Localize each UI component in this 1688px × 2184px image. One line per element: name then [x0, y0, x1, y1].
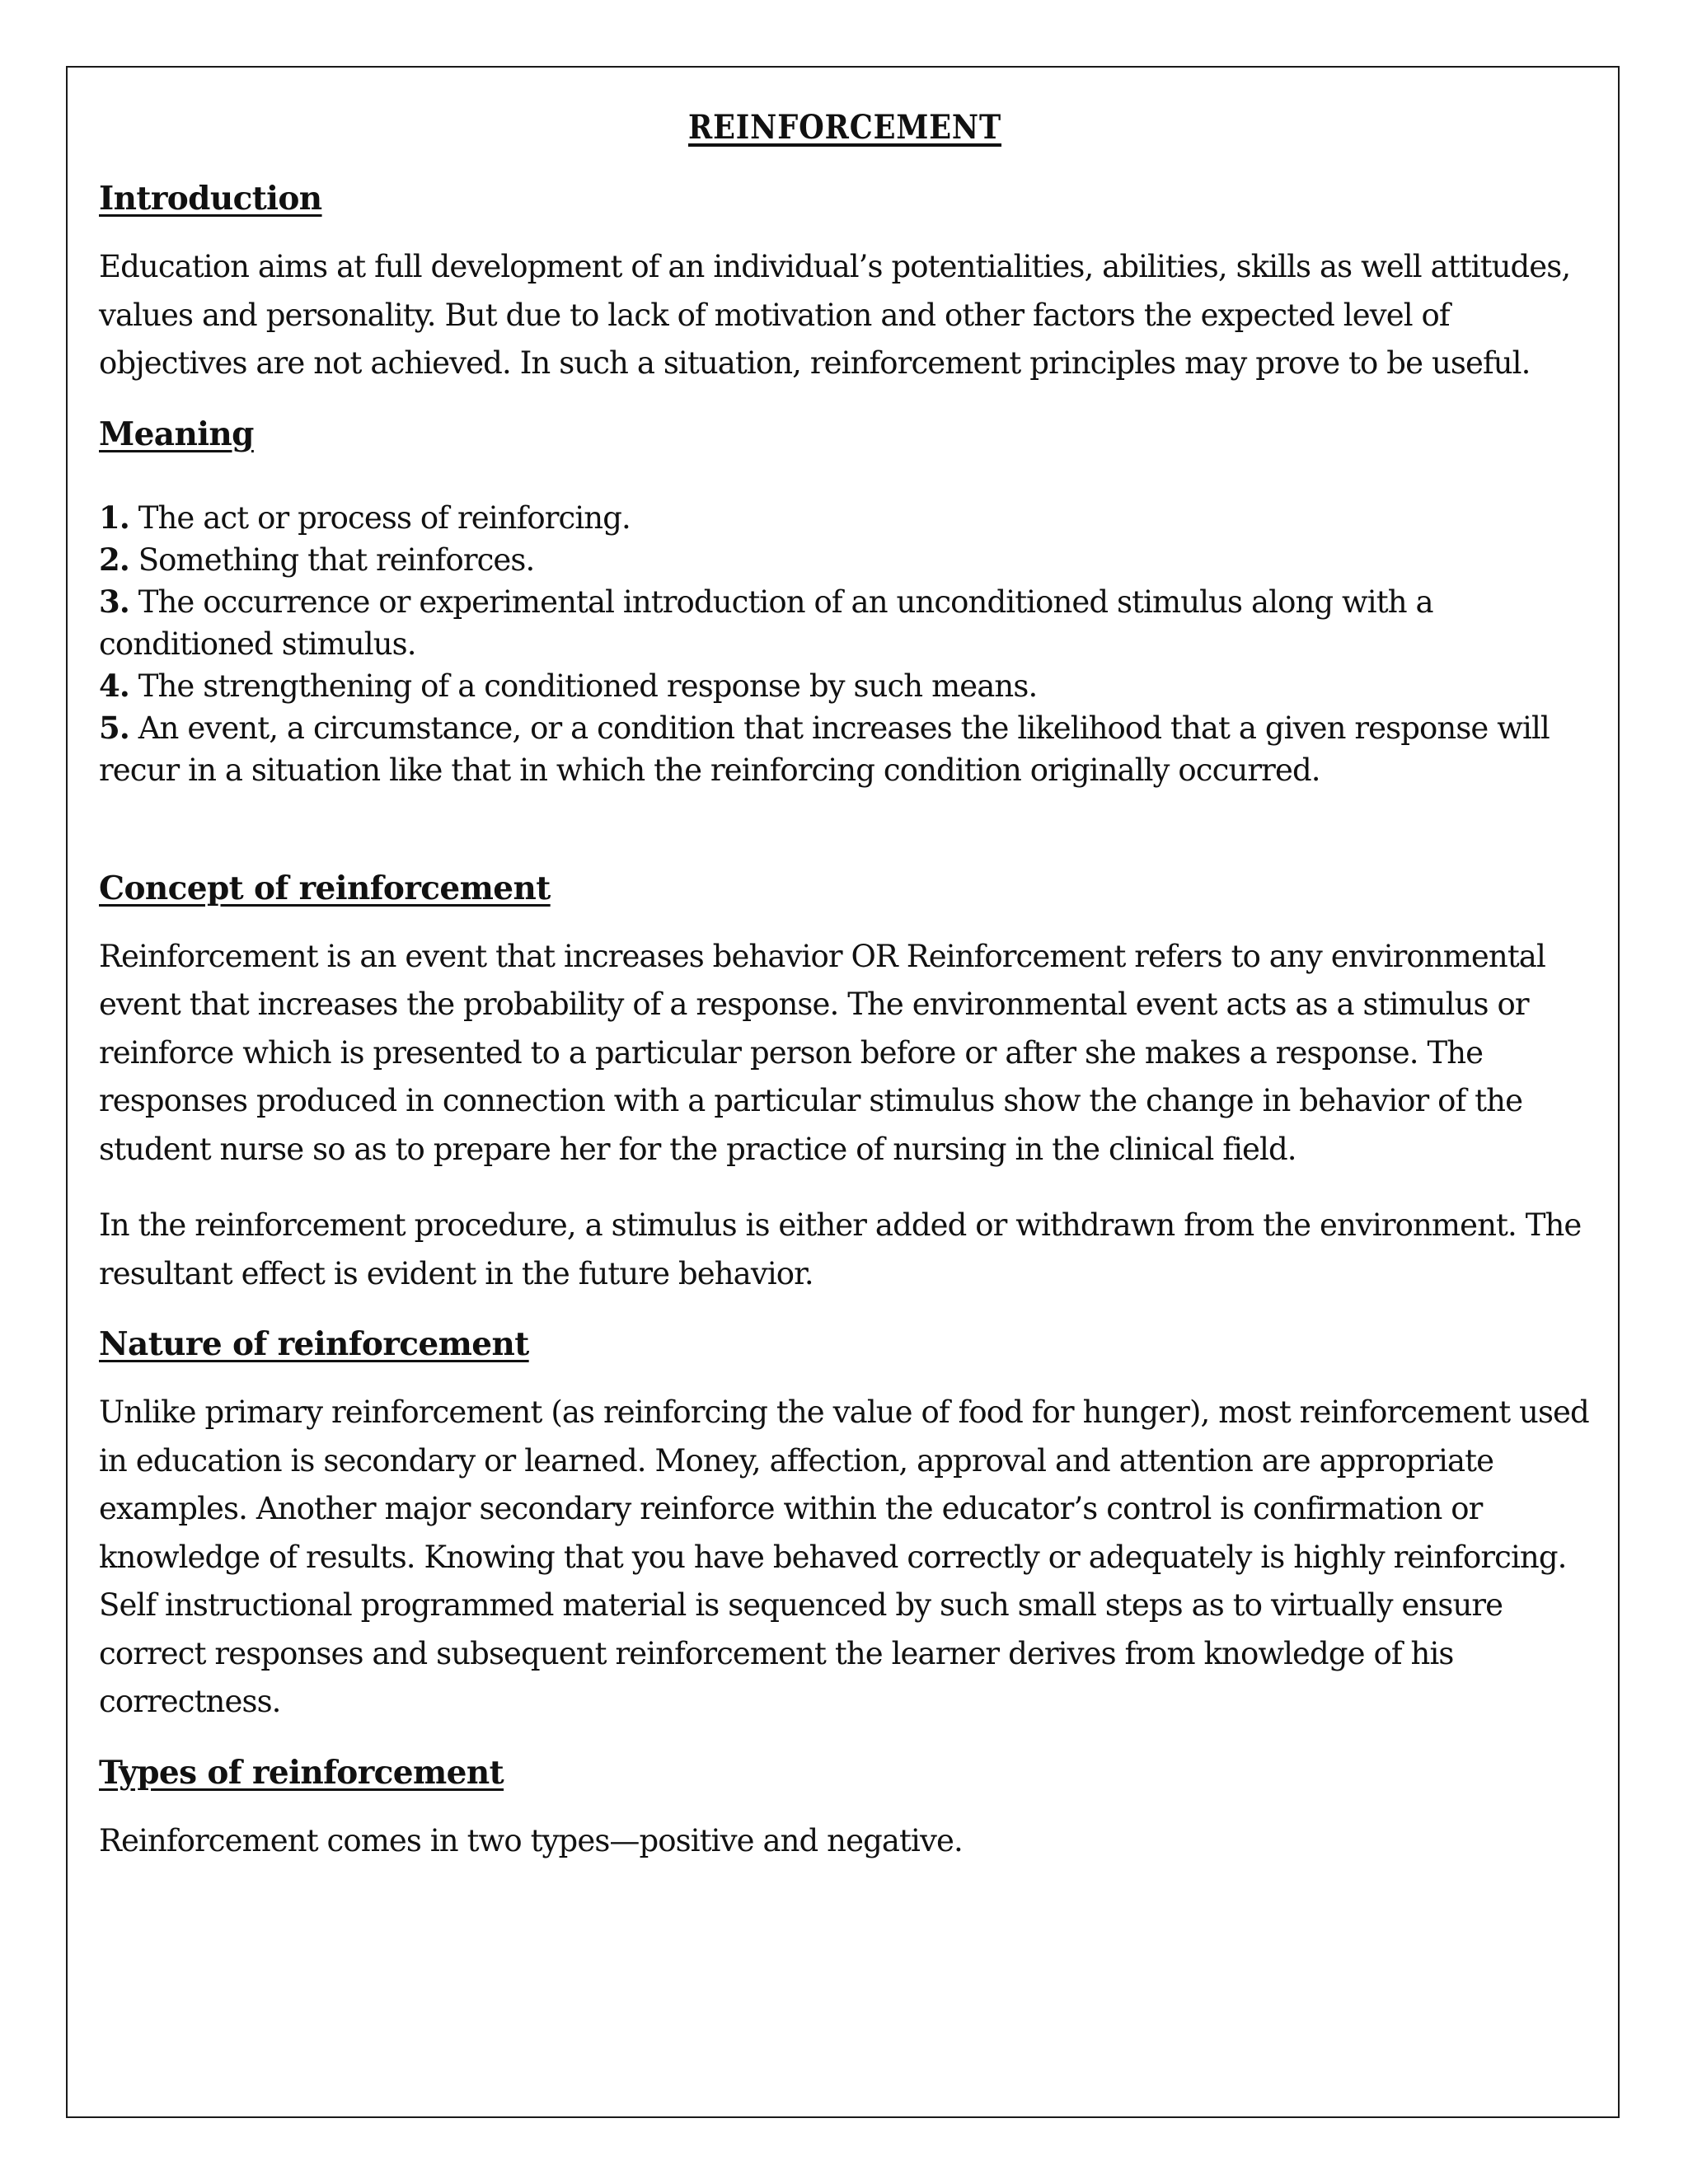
procedure-paragraph: In the reinforcement procedure, a stimulus is either added or withdrawn from the environment. The resultant effect is evident in the future behavior. — [99, 1207, 1582, 1291]
list-item — [99, 497, 1591, 539]
introduction-heading: Introduction — [99, 180, 322, 218]
document-title: REINFORCEMENT — [687, 108, 1002, 147]
introduction-paragraph: Education aims at full development of an individual’s potentialities, abilities, skills as well attitudes, values and personality. But due to lack of motivation and other factors the expected level of objectives are not achieved. In such a situation, reinforcement principles may prove to be useful. — [99, 249, 1571, 381]
list-item-number: 5. — [99, 709, 129, 746]
list-item-number: 1. — [99, 499, 129, 536]
list-item — [99, 581, 1591, 665]
nature-paragraph: Unlike primary reinforcement (as reinforcing the value of food for hunger), most reinforcement used in education is secondary or learned. Money, affection, approval and attention are appropriate examples. Another major secondary reinforce within the educator’s control is confirmation or knowledge of results. Knowing that you have behaved correctly or adequately is highly reinforcing. Self instructional programmed material is sequenced by such small steps as to virtually ensure correct responses and subsequent reinforcement the learner derives from knowledge of his correctness. — [99, 1394, 1589, 1719]
concept-heading: Concept of reinforcement — [99, 869, 551, 907]
list-item-text: The occurrence or experimental introduction of an unconditioned stimulus along with a conditioned stimulus. — [99, 583, 1433, 662]
document-body — [99, 107, 1591, 1865]
list-item-text: The act or process of reinforcing. — [138, 499, 631, 536]
nature-heading: Nature of reinforcement — [99, 1325, 529, 1363]
types-paragraph: Reinforcement comes in two types—positive and negative. — [99, 1822, 963, 1858]
list-item-number: 2. — [99, 541, 129, 578]
list-item-text: An event, a circumstance, or a condition that increases the likelihood that a given response will recur in a situation like that in which the reinforcing condition originally occurred. — [99, 710, 1550, 788]
concept-paragraph: Reinforcement is an event that increases behavior OR Reinforcement refers to any environmental event that increases the probability of a response. The environmental event acts as a stimulus or reinforce which is presented to a particular person before or after she makes a response. The responses produced in connection with a particular stimulus show the change in behavior of the student nurse so as to prepare her for the practice of nursing in the clinical field. — [99, 938, 1545, 1167]
list-item-number: 4. — [99, 667, 129, 704]
list-item — [99, 665, 1591, 707]
list-item-text: Something that reinforces. — [138, 541, 535, 578]
types-heading: Types of reinforcement — [99, 1753, 504, 1792]
meaning-list — [99, 497, 1591, 791]
list-item-number: 3. — [99, 583, 129, 620]
meaning-heading: Meaning — [99, 415, 254, 453]
list-item — [99, 539, 1591, 581]
list-item-text: The strengthening of a conditioned response by such means. — [138, 668, 1038, 704]
list-item — [99, 707, 1591, 791]
